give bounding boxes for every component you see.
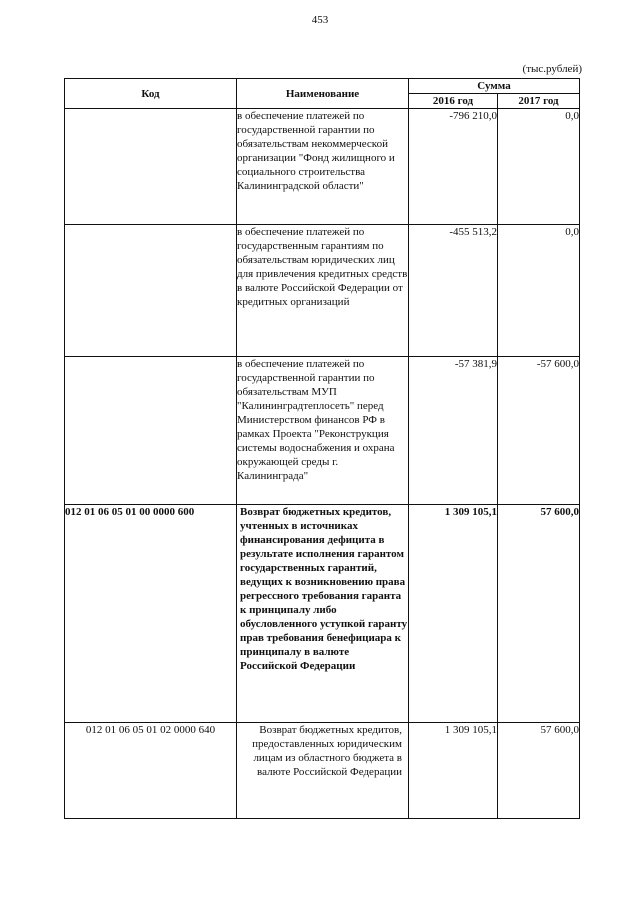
row-name: Возврат бюджетных кредитов, учтенных в источниках финансирования дефицита в результате исполнения гарантом государственных гарантий, ведущих к возникновению права регрессного требования гаранта к принципалу либо обусловленного уступкой гаранту прав требования бенефициара к принципалу в валюте Российской Федерации (237, 505, 409, 723)
row-name: в обеспечение платежей по государственной гарантии по обязательствам МУП "Калининградтеплосеть" перед Министерством финансов РФ в рамках Проекта "Реконструкция системы водоснабжения и охрана окружающей среды г. Калининграда" (237, 357, 409, 505)
page-number: 453 (311, 14, 329, 26)
budget-table (64, 78, 580, 819)
header-year-2017: 2017 год (498, 94, 580, 109)
table-row (65, 225, 580, 357)
header-code: Код (65, 79, 237, 109)
header-name: Наименование (237, 79, 409, 109)
table-row (65, 109, 580, 225)
table-row (65, 505, 580, 723)
row-name: в обеспечение платежей по государственным гарантиям по обязательствам юридических лиц для привлечения кредитных средств в валюте Российской Федерации от кредитных организаций (237, 225, 409, 357)
row-code (65, 109, 237, 225)
row-value-2017: 0,0 (498, 109, 580, 225)
table-row (65, 357, 580, 505)
row-code: 012 01 06 05 01 00 0000 600 (65, 505, 237, 723)
header-year-2016: 2016 год (409, 94, 498, 109)
table-row (65, 723, 580, 819)
row-code (65, 225, 237, 357)
row-value-2017: 57 600,0 (498, 723, 580, 819)
row-value-2016: -57 381,9 (409, 357, 498, 505)
row-name: Возврат бюджетных кредитов, предоставленных юридическим лицам из областного бюджета в валюте Российской Федерации (237, 723, 409, 819)
row-code: 012 01 06 05 01 02 0000 640 (65, 723, 237, 819)
row-value-2016: -455 513,2 (409, 225, 498, 357)
row-value-2017: 0,0 (498, 225, 580, 357)
row-value-2017: -57 600,0 (498, 357, 580, 505)
row-code (65, 357, 237, 505)
row-name: в обеспечение платежей по государственной гарантии по обязательствам некоммерческой организации "Фонд жилищного и социального строительства Калининградской области" (237, 109, 409, 225)
row-value-2017: 57 600,0 (498, 505, 580, 723)
units-label: (тыс.рублей) (522, 63, 582, 75)
row-value-2016: -796 210,0 (409, 109, 498, 225)
row-value-2016: 1 309 105,1 (409, 723, 498, 819)
header-sum: Сумма (409, 79, 580, 94)
header-row (65, 79, 580, 94)
row-value-2016: 1 309 105,1 (409, 505, 498, 723)
